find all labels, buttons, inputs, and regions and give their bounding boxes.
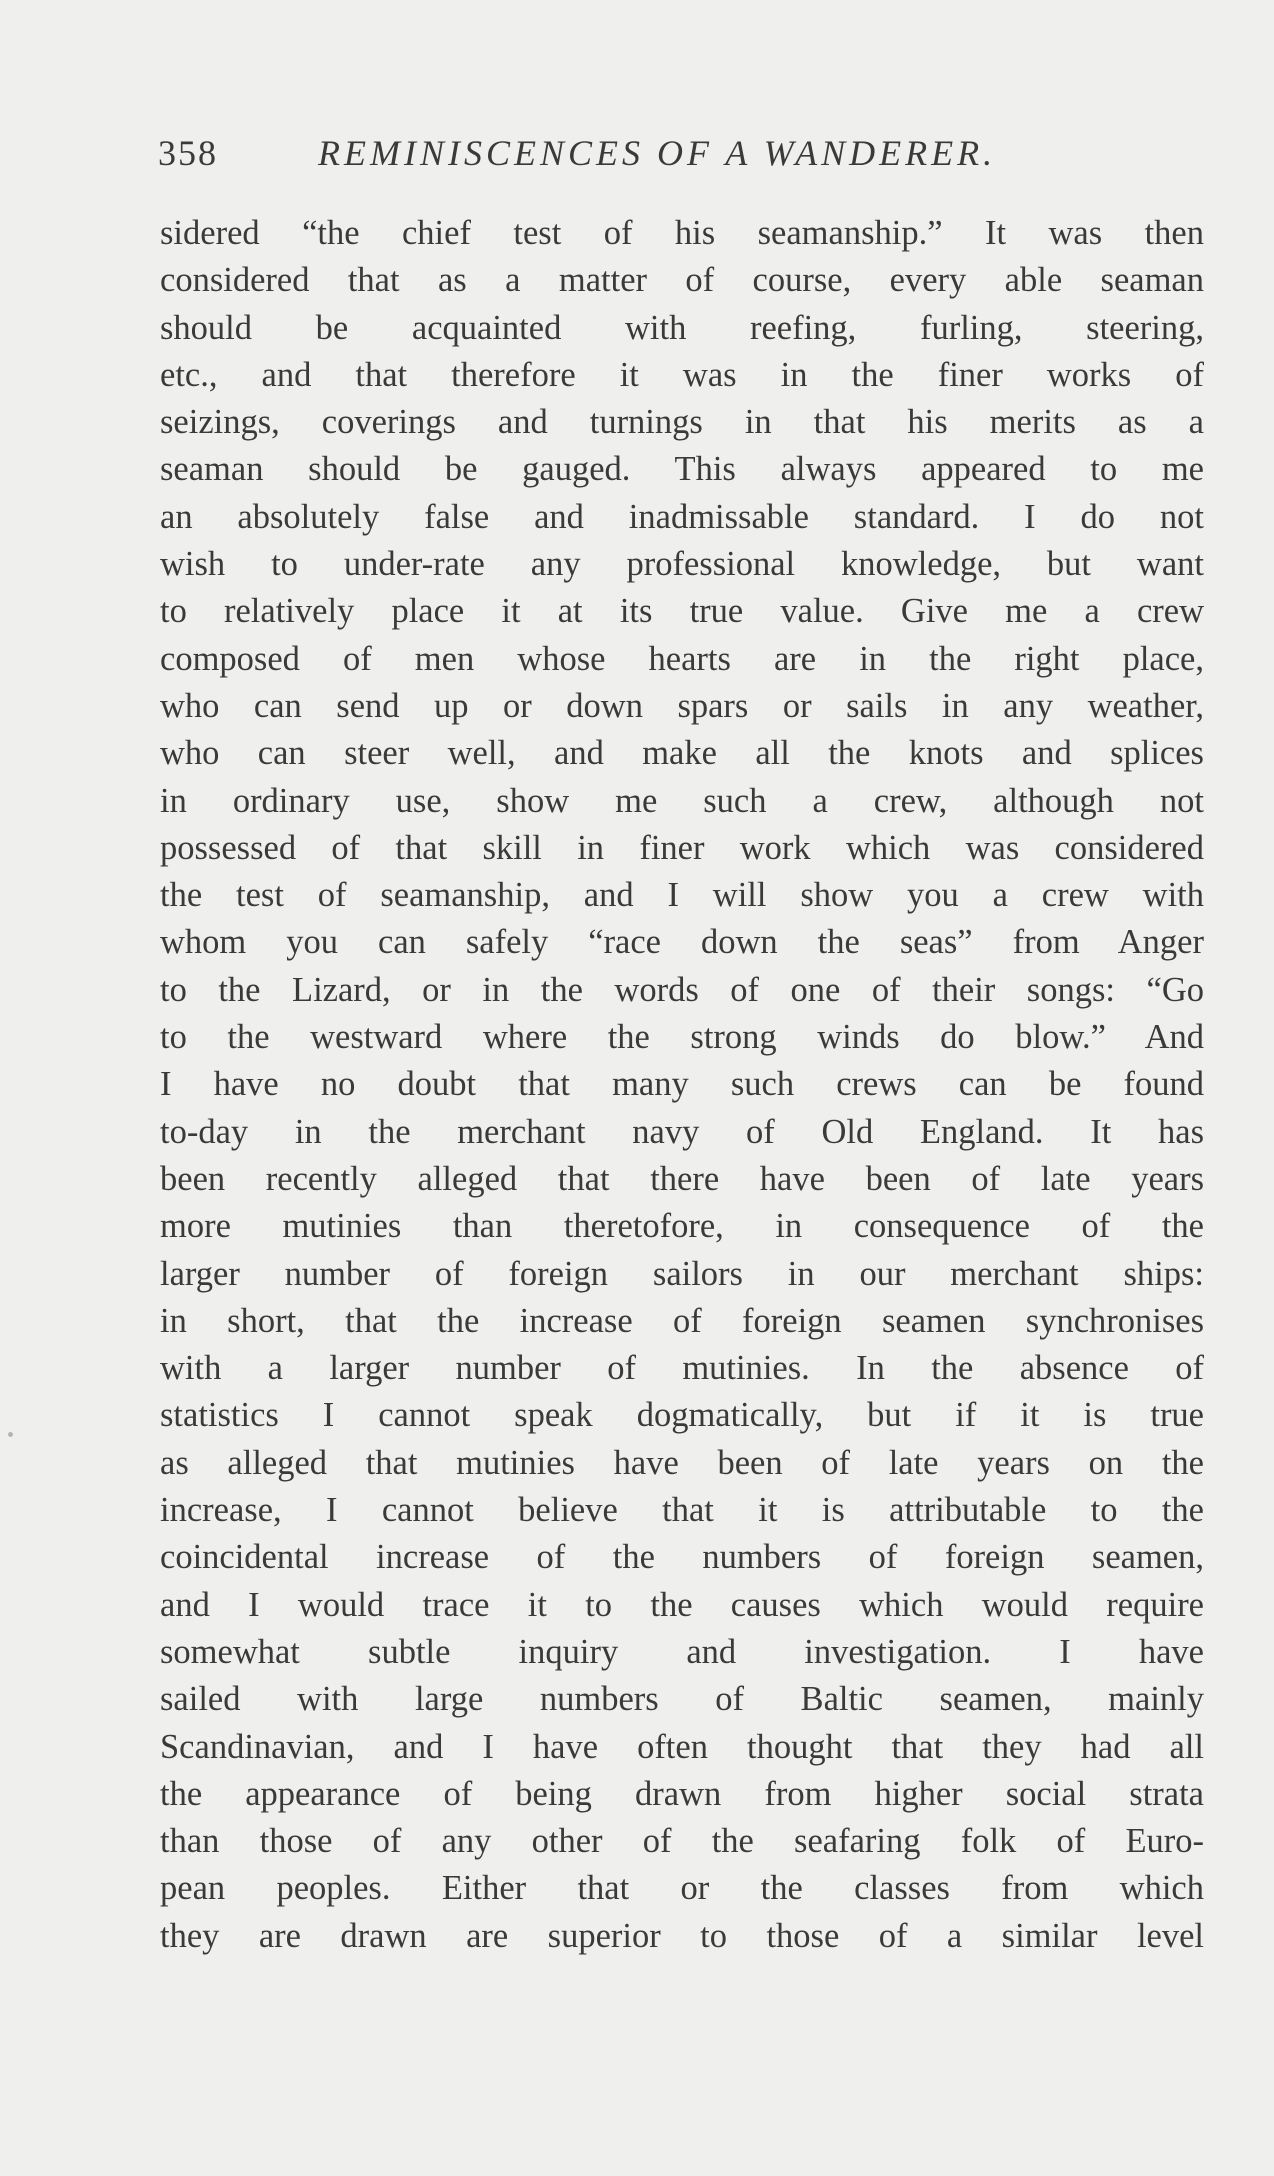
text-line: the appearance of being drawn from higher social strata: [160, 1774, 1204, 1813]
text-line: should be acquainted with reefing, furling, steering,: [160, 308, 1204, 347]
text-line: more mutinies than theretofore, in consequence of the: [160, 1207, 1204, 1246]
running-head: [158, 132, 1070, 182]
text-line: I have no doubt that many such crews can be found: [160, 1065, 1204, 1104]
text-line: etc., and that therefore it was in the finer works of: [160, 355, 1204, 394]
scan-speck: [8, 1432, 13, 1437]
text-line: been recently alleged that there have been of late years: [160, 1159, 1204, 1198]
text-line: in ordinary use, show me such a crew, although not: [160, 781, 1204, 820]
text-line: composed of men whose hearts are in the right place,: [160, 639, 1204, 678]
text-line: sidered “the chief test of his seamanship.” It was then: [160, 214, 1204, 252]
text-line: sailed with large numbers of Baltic seamen, mainly: [160, 1680, 1204, 1719]
text-line: pean peoples. Either that or the classes from which: [160, 1869, 1204, 1908]
text-line: as alleged that mutinies have been of late years on the: [160, 1443, 1204, 1482]
running-title: REMINISCENCES OF A WANDERER.: [318, 133, 997, 173]
text-line: wish to under-rate any professional knowledge, but want: [160, 545, 1204, 584]
text-line: Scandinavian, and I have often thought that they had all: [160, 1727, 1204, 1766]
body-text: [160, 210, 1204, 1960]
text-line: to-day in the merchant navy of Old England. It has: [160, 1112, 1204, 1151]
text-line: to relatively place it at its true value. Give me a crew: [160, 592, 1204, 631]
text-line: increase, I cannot believe that it is attributable to the: [160, 1491, 1204, 1530]
text-line: whom you can safely “race down the seas” from Anger: [160, 923, 1204, 962]
page-number: 358: [158, 133, 218, 173]
text-line: to the westward where the strong winds do blow.” And: [160, 1018, 1204, 1057]
text-line: with a larger number of mutinies. In the absence of: [160, 1349, 1204, 1388]
text-line: than those of any other of the seafaring folk of Euro-: [160, 1822, 1204, 1861]
text-line: in short, that the increase of foreign seamen synchronises: [160, 1301, 1204, 1340]
text-line: possessed of that skill in finer work which was considered: [160, 828, 1204, 867]
text-line: statistics I cannot speak dogmatically, but if it is true: [160, 1396, 1204, 1435]
text-line: an absolutely false and inadmissable standard. I do not: [160, 497, 1204, 536]
text-line: considered that as a matter of course, every able seaman: [160, 261, 1204, 300]
text-line: seizings, coverings and turnings in that his merits as a: [160, 403, 1204, 442]
text-line: coincidental increase of the numbers of foreign seamen,: [160, 1538, 1204, 1577]
text-line: larger number of foreign sailors in our merchant ships:: [160, 1254, 1204, 1293]
text-line: somewhat subtle inquiry and investigation. I have: [160, 1632, 1204, 1671]
text-line: the test of seamanship, and I will show you a crew with: [160, 876, 1204, 915]
text-line: who can send up or down spars or sails in any weather,: [160, 686, 1204, 725]
text-line: to the Lizard, or in the words of one of their songs: “Go: [160, 970, 1204, 1009]
text-line: seaman should be gauged. This always appeared to me: [160, 450, 1204, 489]
text-line: they are drawn are superior to those of a similar level: [160, 1916, 1204, 1955]
text-line: who can steer well, and make all the knots and splices: [160, 734, 1204, 773]
text-line: and I would trace it to the causes which would require: [160, 1585, 1204, 1624]
